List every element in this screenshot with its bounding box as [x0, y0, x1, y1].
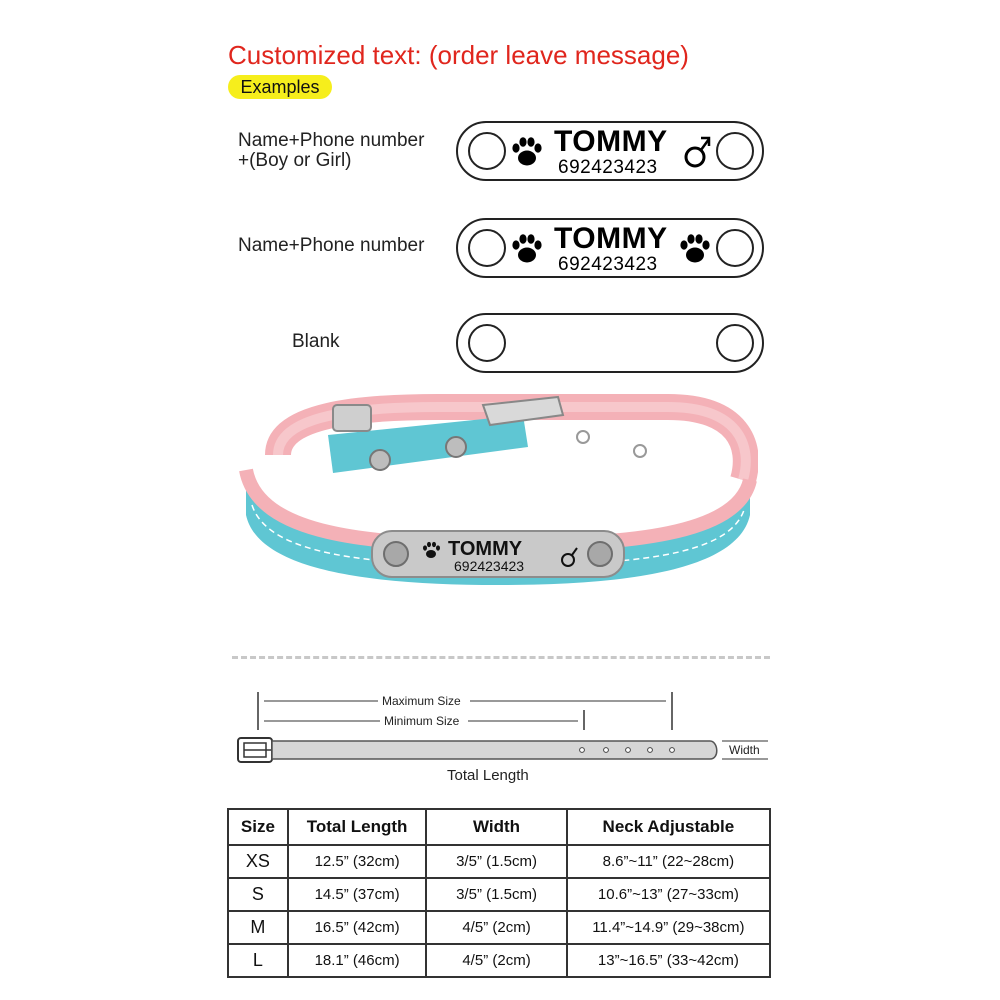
examples-badge: Examples: [228, 75, 332, 99]
tag-name-text: TOMMY: [554, 222, 668, 255]
cell-size: S: [228, 878, 288, 911]
minimum-size-label: Minimum Size: [384, 714, 460, 728]
paw-icon: [510, 135, 544, 169]
male-symbol-icon: [682, 133, 712, 171]
cell-size: L: [228, 944, 288, 977]
cell-total-length: 16.5” (42cm): [288, 911, 426, 944]
cell-width: 4/5” (2cm): [426, 911, 566, 944]
maximum-size-label: Maximum Size: [382, 694, 461, 708]
right-hole-icon: [716, 324, 754, 362]
option-label-name-phone: Name+Phone number: [238, 235, 425, 256]
cell-neck-adjustable: 13”~16.5” (33~42cm): [567, 944, 770, 977]
header-size: Size: [228, 809, 288, 845]
table-row: [228, 878, 770, 911]
cell-width: 3/5” (1.5cm): [426, 845, 566, 878]
collar-product-photo: [238, 385, 758, 615]
tag-phone-text: 692423423: [558, 254, 658, 275]
table-row: [228, 911, 770, 944]
paw-icon: [678, 232, 712, 266]
cell-neck-adjustable: 11.4”~14.9” (29~38cm): [567, 911, 770, 944]
width-label: Width: [729, 743, 760, 757]
option-label-line1: Name+Phone number: [238, 130, 425, 151]
total-length-label: Total Length: [447, 767, 529, 784]
collar-size-diagram: [232, 688, 772, 768]
option-label-name-phone-gender: [238, 131, 424, 171]
table-row: [228, 944, 770, 977]
size-table: [227, 808, 771, 978]
tag-name-text: TOMMY: [554, 125, 668, 158]
tag-example-blank: [456, 313, 764, 373]
left-hole-icon: [468, 229, 506, 267]
header-neck-adjustable: Neck Adjustable: [567, 809, 770, 845]
option-label-blank: Blank: [292, 331, 340, 352]
tag-phone-text: 692423423: [558, 157, 658, 178]
cell-width: 4/5” (2cm): [426, 944, 566, 977]
header-total-length: Total Length: [288, 809, 426, 845]
option-label-line2: +(Boy or Girl): [238, 150, 352, 171]
cell-total-length: 12.5” (32cm): [288, 845, 426, 878]
left-hole-icon: [468, 132, 506, 170]
plate-phone-text: 692423423: [454, 558, 525, 574]
right-hole-icon: [716, 229, 754, 267]
tag-example-name-phone: [456, 218, 764, 278]
dashed-divider: [232, 656, 770, 659]
cell-neck-adjustable: 10.6”~13” (27~33cm): [567, 878, 770, 911]
left-hole-icon: [468, 324, 506, 362]
cell-total-length: 14.5” (37cm): [288, 878, 426, 911]
cell-neck-adjustable: 8.6”~11” (22~28cm): [567, 845, 770, 878]
plate-name-text: TOMMY: [448, 538, 523, 560]
tag-example-name-phone-gender: [456, 121, 764, 181]
cell-total-length: 18.1” (46cm): [288, 944, 426, 977]
paw-icon: [510, 232, 544, 266]
cell-size: XS: [228, 845, 288, 878]
table-header-row: [228, 809, 770, 845]
cell-width: 3/5” (1.5cm): [426, 878, 566, 911]
customized-text-title: Customized text: (order leave message): [228, 40, 689, 70]
cell-size: M: [228, 911, 288, 944]
header-width: Width: [426, 809, 566, 845]
right-hole-icon: [716, 132, 754, 170]
table-row: [228, 845, 770, 878]
